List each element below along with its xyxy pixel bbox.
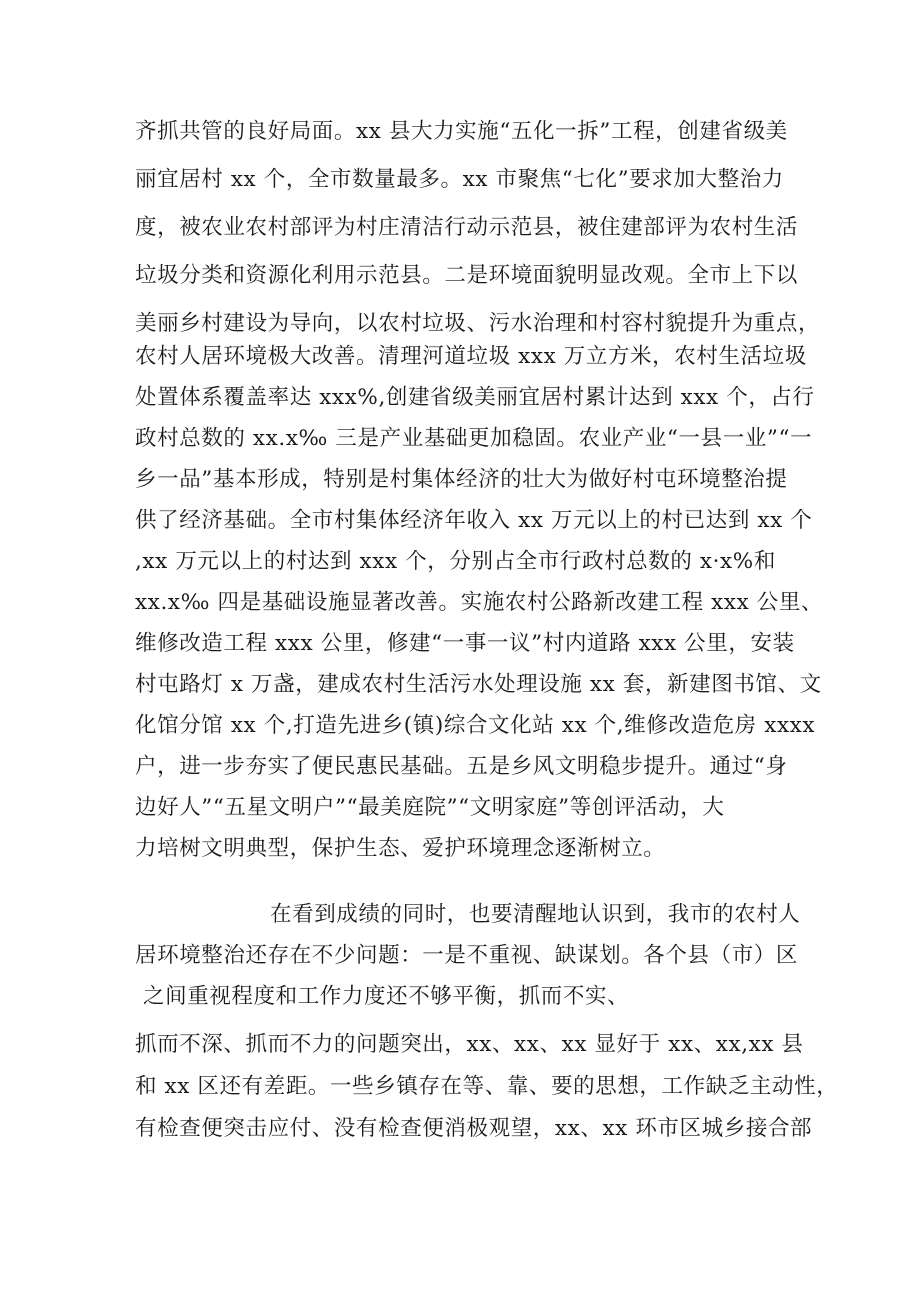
paragraph-2-line: 居环境整治还存在不少问题：一是不重视、缺谋划。各个县（市）区	[135, 943, 799, 968]
paragraph-2-line: 在看到成绩的同时，也要清醒地认识到，我市的农村人	[270, 902, 801, 927]
paragraph-2-line: 有检查便突击应付、没有检查便消极观望，xx、xx 环市区城乡接合部	[135, 1116, 813, 1141]
paragraph-2-line: 和 xx 区还有差距。一些乡镇存在等、靠、要的思想，工作缺乏主动性，	[135, 1074, 839, 1099]
paragraph-1-line: 户，进一步夯实了便民惠民基础。五是乡风文明稳步提升。通过“身	[135, 754, 788, 779]
paragraph-1-line: 处置体系覆盖率达 xxx%,创建省级美丽宜居村累计达到 xxx 个，占行	[135, 385, 815, 410]
paragraph-1-line: 村屯路灯 x 万盏，建成农村生活污水处理设施 xx 套，新建图书馆、文	[135, 672, 822, 697]
paragraph-2-line: 抓而不深、抓而不力的问题突出，xx、xx、xx 显好于 xx、xx,xx 县	[135, 1032, 804, 1057]
paragraph-1-line: 政村总数的 xx.x‰ 三是产业基础更加稳固。农业产业“一县一业”“一	[135, 426, 813, 451]
paragraph-1-line: 力培树文明典型，保护生态、爱护环境理念逐渐树立。	[135, 836, 666, 861]
paragraph-1-line: 美丽乡村建设为导向，以农村垃圾、污水治理和村容村貌提升为重点，	[135, 311, 821, 336]
paragraph-1-line: 垃圾分类和资源化利用示范县。二是环境面貌明显改观。全市上下以	[135, 263, 799, 288]
paragraph-1-line: 农村人居环境极大改善。清理河道垃圾 xxx 万立方米，农村生活垃圾	[135, 344, 807, 369]
paragraph-1-line: xx.x‰ 四是基础设施显著改善。实施农村公路新改建工程 xxx 公里、	[135, 590, 824, 615]
paragraph-2-line: 之间重视程度和工作力度还不够平衡，抓而不实、	[143, 984, 630, 1009]
paragraph-1-line: ,xx 万元以上的村达到 xxx 个，分别占全市行政村总数的 x·x%和	[135, 549, 776, 574]
paragraph-1-line: 维修改造工程 xxx 公里，修建“一事一议”村内道路 xxx 公里，安装	[135, 631, 795, 656]
paragraph-1-line: 齐抓共管的良好局面。xx 县大力实施“五化一拆”工程，创建省级美	[135, 119, 788, 144]
paragraph-1-line: 度，被农业农村部评为村庄清洁行动示范县，被住建部评为农村生活	[135, 215, 799, 240]
paragraph-1-line: 化馆分馆 xx 个,打造先进乡(镇)综合文化站 xx 个,维修改造危房 xxxx	[135, 713, 816, 738]
paragraph-1-line: 乡一品”基本形成，特别是村集体经济的壮大为做好村屯环境整治提	[135, 467, 788, 492]
paragraph-1-line: 边好人”“五星文明户”“最美庭院”“文明家庭”等创评活动，大	[135, 795, 725, 820]
paragraph-1-line: 供了经济基础。全市村集体经济年收入 xx 万元以上的村已达到 xx 个	[135, 508, 813, 533]
paragraph-1-line: 丽宜居村 xx 个，全市数量最多。xx 市聚焦“七化”要求加大整治力	[135, 167, 784, 192]
